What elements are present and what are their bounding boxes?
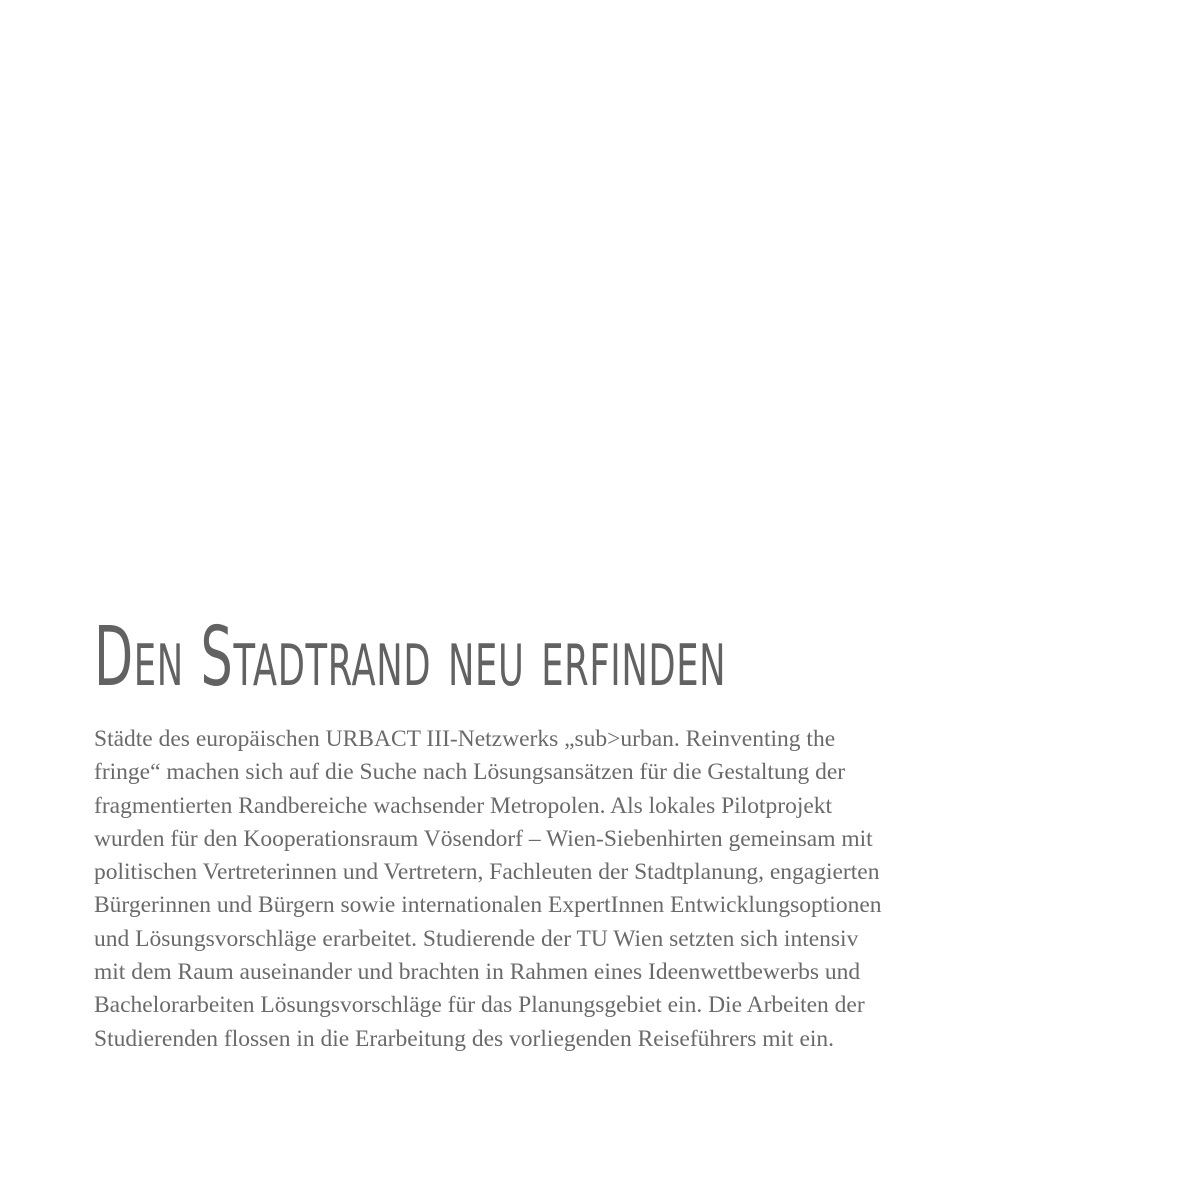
paragraph-line: mit dem Raum auseinander und brachten in Rahmen eines Ideenwettbewerbs und	[94, 959, 861, 986]
paragraph-line: Städte des europäischen URBACT III-Netzwerks „sub>urban. Reinventing the	[94, 726, 836, 752]
paragraph-line: Studierenden flossen in die Erarbeitung des vorliegenden Reiseführers mit ein.	[94, 1025, 835, 1052]
paragraph-line: fringe“ machen sich auf die Suche nach Lösungsansätzen für die Gestaltung der	[94, 759, 846, 786]
page-title: Den Stadtrand neu erfinden	[94, 610, 727, 705]
paragraph-line: Bachelorarbeiten Lösungsvorschläge für das Planungsgebiet ein. Die Arbeiten der	[94, 992, 865, 1019]
paragraph-line: politischen Vertreterinnen und Vertretern, Fachleuten der Stadtplanung, engagierten	[94, 859, 880, 886]
paragraph-line: wurden für den Kooperationsraum Vösendorf – Wien-Siebenhirten gemeinsam mit	[94, 825, 873, 852]
paragraph-line: und Lösungsvorschläge erarbeitet. Studierende der TU Wien setzten sich intensiv	[94, 925, 859, 952]
paragraph-line: fragmentierten Randbereiche wachsender Metropolen. Als lokales Pilotprojekt	[94, 792, 833, 819]
body-paragraph	[94, 723, 1059, 1056]
paragraph-line: Bürgerinnen und Bürgern sowie internationalen ExpertInnen Entwicklungsoptionen	[94, 892, 882, 919]
